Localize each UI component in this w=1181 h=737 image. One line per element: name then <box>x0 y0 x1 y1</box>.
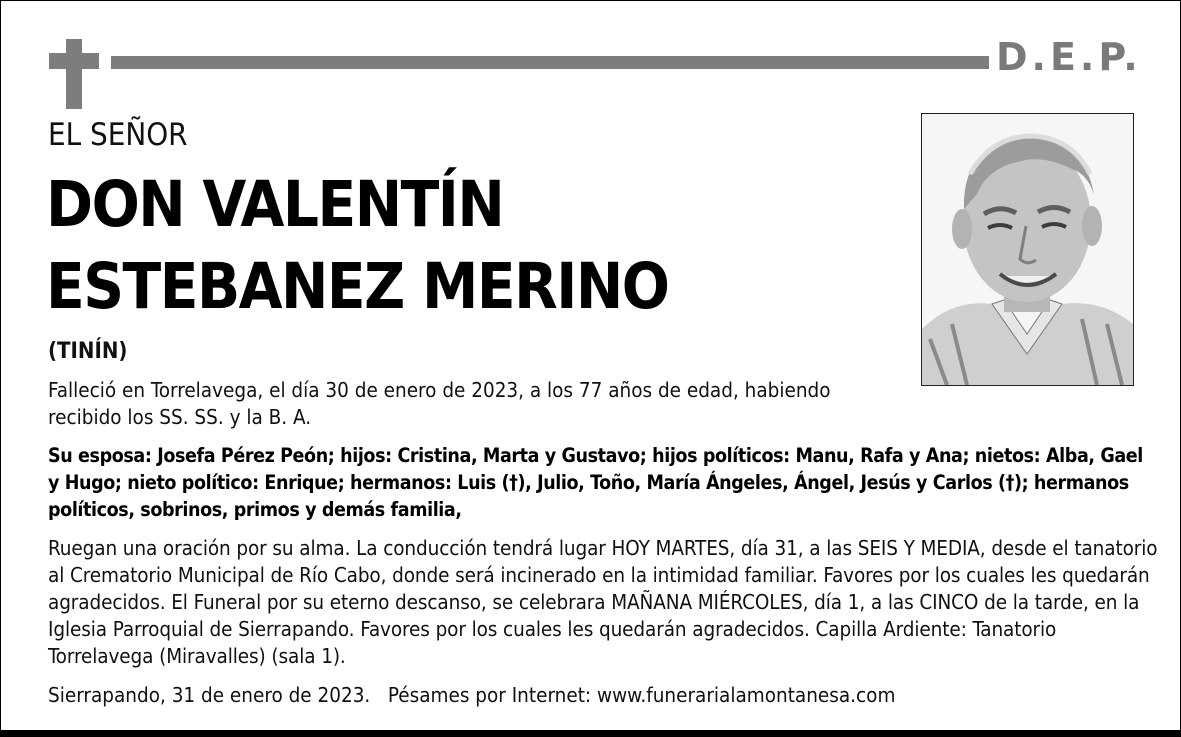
death-notice-paragraph: Falleció en Torrelavega, el día 30 de enero de 2023, a los 77 años de edad, habiendo recibido los SS. SS. y la B. A. <box>48 378 831 429</box>
arrangements-paragraph: Ruegan una oración por su alma. La conducción tendrá lugar HOY MARTES, día 31, a las SEIS Y MEDIA, desde el tanatorio al Crematorio Municipal de Río Cabo, donde será incinerado en la intimidad familiar. Favores por los cuales les quedarán agradecidos. El Funeral por su eterno descanso, se celebrara MAÑANA MIÉRCOLES, día 1, a las CINCO de la tarde, en la Iglesia Parroquial de Sierrapando. Favores por los cuales les quedarán agradecidos. Capilla Ardiente: Tanatorio Torrelavega (Miravalles) (sala 1). <box>48 536 1158 668</box>
footer-condolences: Pésames por Internet: www.funerarialamontanesa.com <box>387 683 896 707</box>
deceased-name-line1: DON VALENTÍN <box>46 168 504 241</box>
footer-place-date: Sierrapando, 31 de enero de 2023. <box>48 683 371 707</box>
family-paragraph: Su esposa: Josefa Pérez Peón; hijos: Cristina, Marta y Gustavo; hijos políticos: Manu, Rafa y Ana; nietos: Alba, Gael y Hugo; nieto político: Enrique; hermanos: Luis (†), Julio, Toño, María Ángeles, Ángel, Jesús y Carlos (†); hermanos políticos, sobrinos, primos y demás familia, <box>48 444 1143 521</box>
title-prefix: EL SEÑOR <box>48 117 188 153</box>
deceased-name-line2: ESTEBANEZ MERINO <box>46 250 669 323</box>
dep-label: D.E.P. <box>996 35 1142 79</box>
cross-icon-bar <box>49 53 99 69</box>
bottom-border <box>1 730 1180 736</box>
portrait-photo <box>921 113 1134 386</box>
deceased-nickname: (TINÍN) <box>48 339 128 364</box>
cross-icon <box>66 39 82 109</box>
footer <box>48 683 1148 707</box>
header-rule <box>111 56 989 69</box>
